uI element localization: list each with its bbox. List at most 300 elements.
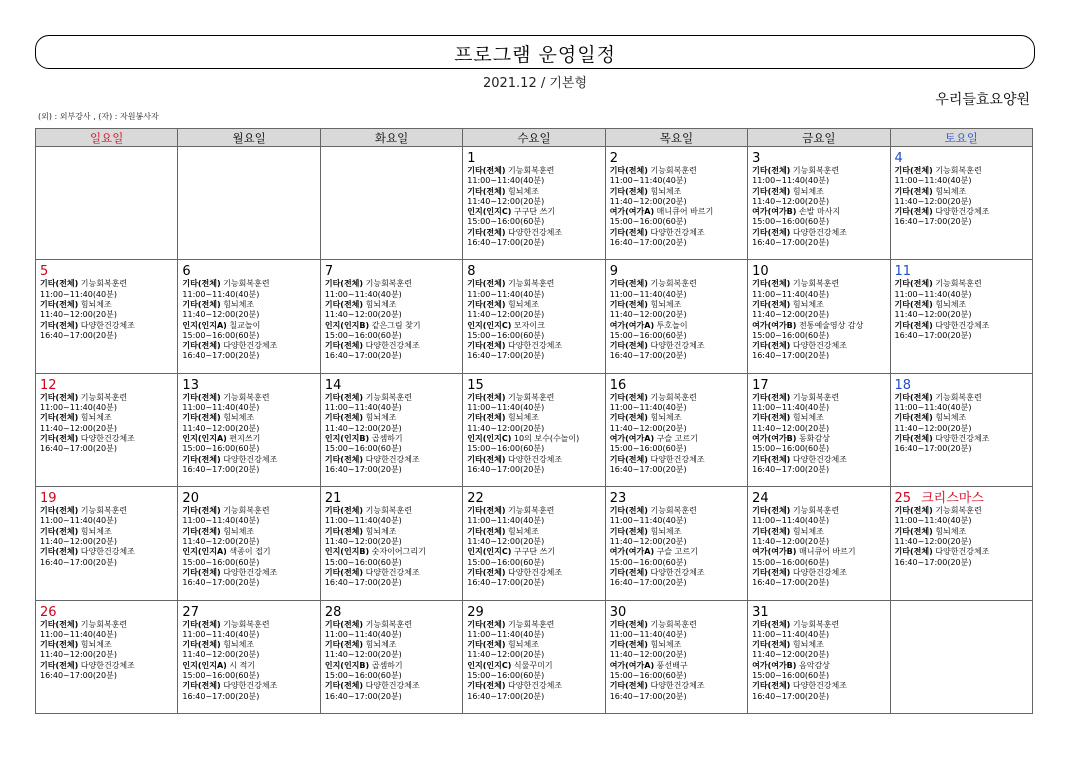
program-time: 11:40~12:00(20분) <box>609 537 687 547</box>
program-name: 기능회복훈련 <box>508 506 555 516</box>
week-row <box>36 487 1033 600</box>
program-category: 기타(전체) <box>182 279 221 289</box>
program-entry <box>325 321 459 331</box>
program-name: 다양한건강체조 <box>508 227 563 237</box>
program-category: 기타(전체) <box>467 567 506 577</box>
program-time: 15:00~16:00(60분) <box>324 557 402 567</box>
day-cell <box>748 487 890 600</box>
program-category: 인지(인지B) <box>324 660 370 670</box>
program-time: 15:00~16:00(60분) <box>182 671 260 681</box>
day-header <box>752 147 886 166</box>
program-entry <box>467 187 601 197</box>
program-entry <box>182 279 316 289</box>
program-entry <box>325 506 459 516</box>
program-entry <box>752 640 886 650</box>
day-cell <box>463 487 605 600</box>
program-category: 기타(전체) <box>752 506 791 516</box>
program-entry <box>182 568 316 578</box>
program-category: 기타(전체) <box>40 660 79 670</box>
program-name: 다양한건강체조 <box>365 454 420 464</box>
program-entry <box>610 393 744 403</box>
program-time: 15:00~16:00(60분) <box>182 444 260 454</box>
program-category: 여가(여가A) <box>609 207 655 217</box>
program-entry <box>752 279 886 289</box>
day-number: 12 <box>40 377 57 393</box>
program-time: 11:00~11:40(40분) <box>40 403 117 413</box>
program-name: 기능회복훈련 <box>80 279 128 289</box>
program-name: 전통예술영상 감상 <box>798 320 864 330</box>
day-cell <box>178 600 320 713</box>
program-name: 같은그림 찾기 <box>371 320 421 330</box>
day-cell <box>890 600 1032 713</box>
week-row <box>36 147 1033 260</box>
program-time: 11:00~11:40(40분) <box>40 516 117 526</box>
program-name: 다양한건강체조 <box>508 454 563 464</box>
program-name: 힘뇌체조 <box>650 640 682 650</box>
program-name: 힘뇌체조 <box>365 640 397 650</box>
day-header <box>325 601 459 620</box>
program-time: 11:40~12:00(20분) <box>324 310 402 320</box>
program-category: 기타(전체) <box>609 166 648 175</box>
program-entry <box>467 640 601 650</box>
day-number: 29 <box>467 604 484 620</box>
program-time: 11:00~11:40(40분) <box>324 289 402 299</box>
day-number: 26 <box>40 604 57 620</box>
program-entry <box>325 568 459 578</box>
program-time: 11:40~12:00(20분) <box>324 537 402 547</box>
program-time: 11:40~12:00(20분) <box>40 650 117 660</box>
program-name: 힘뇌체조 <box>650 186 682 196</box>
program-time: 15:00~16:00(60분) <box>609 330 687 340</box>
program-category: 기타(전체) <box>40 619 79 629</box>
program-name: 매니큐어 바르기 <box>656 207 714 217</box>
program-category: 기타(전체) <box>752 392 791 402</box>
program-entry <box>895 321 1029 331</box>
program-entry <box>752 455 886 465</box>
program-name: 힘뇌체조 <box>365 526 397 536</box>
program-category: 기타(전체) <box>467 526 506 536</box>
program-entry <box>610 455 744 465</box>
program-name: 힘뇌체조 <box>792 413 824 423</box>
program-category: 기타(전체) <box>609 640 648 650</box>
day-cell <box>36 487 178 600</box>
program-name: 힘뇌체조 <box>508 186 539 196</box>
program-time: 11:40~12:00(20분) <box>752 537 830 547</box>
day-header <box>752 374 886 393</box>
day-number: 8 <box>467 264 476 280</box>
program-category: 기타(전체) <box>609 299 648 309</box>
program-entry <box>610 321 744 331</box>
day-header <box>752 260 886 279</box>
program-entry <box>182 506 316 516</box>
program-category: 기타(전체) <box>182 526 221 536</box>
program-category: 인지(인지B) <box>324 320 370 330</box>
program-time: 11:00~11:40(40분) <box>182 403 260 413</box>
program-name: 기능회복훈련 <box>650 619 697 629</box>
program-entry <box>895 506 1029 516</box>
program-time: 16:40~17:00(20분) <box>40 444 117 454</box>
program-time: 11:40~12:00(20분) <box>609 650 687 660</box>
program-name: 동화감상 <box>798 433 830 443</box>
program-entry <box>895 527 1029 537</box>
program-entry <box>752 321 886 331</box>
day-number: 25 <box>894 491 912 507</box>
day-cell <box>463 147 605 260</box>
program-entry <box>610 506 744 516</box>
day-cell <box>320 260 462 373</box>
day-header <box>40 487 174 506</box>
program-time: 15:00~16:00(60분) <box>752 217 830 227</box>
day-number: 9 <box>609 264 618 280</box>
program-name: 다양한건강체조 <box>80 320 135 330</box>
program-entry <box>325 661 459 671</box>
program-category: 기타(전체) <box>40 279 79 289</box>
program-category: 기타(전체) <box>894 506 933 516</box>
program-time: 16:40~17:00(20분) <box>609 578 687 588</box>
program-entry <box>610 187 744 197</box>
program-time: 11:40~12:00(20분) <box>609 196 687 206</box>
day-number: 3 <box>752 151 761 166</box>
program-category: 기타(전체) <box>752 454 791 464</box>
program-name: 기능회복훈련 <box>792 166 840 175</box>
day-number: 19 <box>40 491 57 507</box>
program-entry <box>325 341 459 351</box>
program-category: 인지(인지A) <box>182 660 227 670</box>
program-category: 기타(전체) <box>609 279 648 289</box>
program-entry <box>467 300 601 310</box>
program-category: 인지(인지C) <box>467 320 512 330</box>
legend-note: (외) : 외부강사 , (자) : 자원봉사자 <box>38 112 159 121</box>
program-name: 힘뇌체조 <box>792 186 824 196</box>
program-name: 구구단 쓰기 <box>513 207 556 217</box>
program-time: 16:40~17:00(20분) <box>467 691 545 701</box>
program-entry <box>895 300 1029 310</box>
day-header <box>467 374 601 393</box>
program-entry <box>467 413 601 423</box>
program-entry <box>182 321 316 331</box>
program-time: 11:40~12:00(20분) <box>182 650 260 660</box>
program-name: 힘뇌체조 <box>80 640 112 650</box>
program-category: 기타(전체) <box>752 341 791 351</box>
program-category: 기타(전체) <box>752 186 791 196</box>
program-entry <box>752 568 886 578</box>
program-entry <box>467 455 601 465</box>
program-name: 기능회복훈련 <box>80 619 128 629</box>
program-entry <box>40 620 174 630</box>
program-entry <box>467 321 601 331</box>
day-number: 7 <box>324 264 334 280</box>
week-row <box>36 373 1033 486</box>
page-subtitle: 2021.12 / 기본형 <box>482 76 588 91</box>
day-cell <box>320 600 462 713</box>
day-number: 1 <box>467 151 476 166</box>
program-name: 식물꾸미기 <box>513 660 553 670</box>
day-cell <box>463 373 605 486</box>
program-category: 기타(전체) <box>40 526 79 536</box>
program-entry <box>325 640 459 650</box>
program-entry <box>467 434 601 444</box>
program-category: 기타(전체) <box>894 320 933 330</box>
calendar-body <box>36 147 1033 714</box>
program-category: 인지(인지B) <box>324 547 370 557</box>
day-number: 13 <box>182 377 199 393</box>
program-name: 다양한건강체조 <box>650 341 705 351</box>
day-header <box>40 260 174 279</box>
day-number: 31 <box>752 604 769 620</box>
program-name: 힘뇌체조 <box>935 186 967 196</box>
program-time: 11:00~11:40(40분) <box>182 289 260 299</box>
program-time: 16:40~17:00(20분) <box>894 444 972 454</box>
program-time: 15:00~16:00(60분) <box>467 330 545 340</box>
program-category: 기타(전체) <box>467 227 506 237</box>
program-category: 기타(전체) <box>467 619 506 629</box>
program-time: 11:00~11:40(40분) <box>752 403 830 413</box>
program-time: 16:40~17:00(20분) <box>40 330 117 340</box>
day-header <box>467 601 601 620</box>
program-name: 다양한건강체조 <box>223 681 278 691</box>
program-name: 다양한건강체조 <box>80 547 135 557</box>
program-entry <box>325 413 459 423</box>
program-name: 힘뇌체조 <box>650 413 682 423</box>
program-category: 기타(전체) <box>609 526 648 536</box>
program-category: 기타(전체) <box>467 279 506 289</box>
program-name: 기능회복훈련 <box>935 506 982 516</box>
program-entry <box>40 661 174 671</box>
program-time: 11:00~11:40(40분) <box>609 176 687 186</box>
program-name: 기능회복훈련 <box>508 166 555 175</box>
day-cell <box>178 147 320 260</box>
program-category: 기타(전체) <box>467 506 506 516</box>
program-category: 기타(전체) <box>182 299 221 309</box>
day-number: 20 <box>182 491 199 507</box>
program-entry <box>182 547 316 557</box>
program-time: 11:00~11:40(40분) <box>40 289 117 299</box>
weekday-header: 토요일 <box>890 129 1032 147</box>
program-entry <box>895 393 1029 403</box>
program-category: 기타(전체) <box>324 619 364 629</box>
program-entry <box>610 207 744 217</box>
program-time: 15:00~16:00(60분) <box>609 557 687 567</box>
program-time: 15:00~16:00(60분) <box>324 444 402 454</box>
week-row <box>36 260 1033 373</box>
day-number: 22 <box>467 491 484 507</box>
weekday-header: 수요일 <box>463 129 605 147</box>
program-name: 힘뇌체조 <box>508 299 539 309</box>
day-number: 5 <box>40 264 49 280</box>
program-entry <box>40 279 174 289</box>
program-entry <box>895 434 1029 444</box>
day-cell <box>890 373 1032 486</box>
program-name: 다양한건강체조 <box>792 341 847 351</box>
program-time: 15:00~16:00(60분) <box>324 671 402 681</box>
program-name: 기능회복훈련 <box>80 506 128 516</box>
program-name: 다양한건강체조 <box>935 207 990 217</box>
program-time: 15:00~16:00(60분) <box>752 330 830 340</box>
program-name: 힘뇌체조 <box>223 299 255 309</box>
program-category: 여가(여가B) <box>752 320 797 330</box>
program-name: 힘뇌체조 <box>935 526 967 536</box>
day-cell <box>748 147 890 260</box>
day-cell <box>36 147 178 260</box>
program-category: 기타(전체) <box>894 166 933 175</box>
program-name: 다양한건강체조 <box>650 567 705 577</box>
program-category: 인지(인지A) <box>182 547 227 557</box>
day-cell <box>605 147 747 260</box>
program-entry <box>182 413 316 423</box>
program-name: 기능회복훈련 <box>792 619 840 629</box>
program-name: 다양한건강체조 <box>223 341 278 351</box>
program-name: 매니큐어 바르기 <box>798 547 856 557</box>
program-category: 기타(전체) <box>324 299 364 309</box>
program-entry <box>182 620 316 630</box>
program-name: 다양한건강체조 <box>792 567 847 577</box>
program-time: 11:40~12:00(20분) <box>752 196 830 206</box>
program-name: 기능회복훈련 <box>935 392 982 402</box>
program-category: 기타(전체) <box>752 526 791 536</box>
program-name: 음악감상 <box>798 660 830 670</box>
program-time: 11:40~12:00(20분) <box>752 423 830 433</box>
day-header <box>895 147 1029 166</box>
program-category: 기타(전체) <box>40 299 79 309</box>
program-entry <box>325 455 459 465</box>
program-time: 11:00~11:40(40분) <box>324 403 402 413</box>
program-category: 기타(전체) <box>609 186 648 196</box>
program-entry <box>610 341 744 351</box>
day-number: 23 <box>609 491 627 507</box>
program-time: 15:00~16:00(60분) <box>467 557 545 567</box>
program-name: 풍선배구 <box>656 660 688 670</box>
program-time: 11:40~12:00(20분) <box>182 537 260 547</box>
program-time: 16:40~17:00(20분) <box>467 464 545 474</box>
program-category: 기타(전체) <box>752 227 791 237</box>
program-entry <box>40 527 174 537</box>
day-cell <box>890 260 1032 373</box>
program-category: 기타(전체) <box>609 392 648 402</box>
program-entry <box>752 187 886 197</box>
program-name: 기능회복훈련 <box>508 392 555 402</box>
program-time: 15:00~16:00(60분) <box>467 671 545 681</box>
program-category: 기타(전체) <box>609 454 648 464</box>
program-name: 다양한건강체조 <box>365 681 420 691</box>
program-category: 여가(여가B) <box>752 207 797 217</box>
program-entry <box>40 640 174 650</box>
program-time: 11:40~12:00(20분) <box>40 537 117 547</box>
program-name: 힘뇌체조 <box>792 299 824 309</box>
program-entry <box>895 413 1029 423</box>
program-entry <box>182 661 316 671</box>
day-cell <box>605 600 747 713</box>
program-category: 여가(여가B) <box>752 547 797 557</box>
program-entry <box>752 506 886 516</box>
program-name: 기능회복훈련 <box>365 619 412 629</box>
program-entry <box>40 413 174 423</box>
program-entry <box>610 413 744 423</box>
day-header <box>895 374 1029 393</box>
day-header <box>40 374 174 393</box>
program-time: 11:40~12:00(20분) <box>467 310 545 320</box>
program-entry <box>752 547 886 557</box>
program-name: 10의 보수(수놀이) <box>513 433 580 443</box>
program-name: 기능회복훈련 <box>365 279 412 289</box>
day-header <box>610 601 744 620</box>
program-category: 여가(여가A) <box>609 320 655 330</box>
program-entry <box>325 681 459 691</box>
program-category: 여가(여가A) <box>609 433 655 443</box>
weekday-header: 월요일 <box>178 129 320 147</box>
program-time: 15:00~16:00(60분) <box>752 671 830 681</box>
program-name: 기능회복훈련 <box>650 279 697 289</box>
program-time: 15:00~16:00(60분) <box>609 671 687 681</box>
program-name: 다양한건강체조 <box>935 433 990 443</box>
day-header <box>182 374 316 393</box>
day-cell <box>320 147 462 260</box>
program-name: 힘뇌체조 <box>508 526 539 536</box>
program-entry <box>752 413 886 423</box>
program-category: 기타(전체) <box>40 506 79 516</box>
program-time: 11:40~12:00(20분) <box>40 310 117 320</box>
program-category: 기타(전체) <box>609 341 648 351</box>
program-name: 기능회복훈련 <box>223 392 270 402</box>
program-category: 기타(전체) <box>894 207 933 217</box>
program-time: 11:00~11:40(40분) <box>752 516 830 526</box>
program-name: 기능회복훈련 <box>650 506 697 516</box>
program-name: 기능회복훈련 <box>365 392 412 402</box>
program-category: 기타(전체) <box>752 166 791 175</box>
program-category: 기타(전체) <box>324 341 364 351</box>
program-category: 인지(인지C) <box>467 660 512 670</box>
program-category: 기타(전체) <box>894 433 933 443</box>
program-entry <box>325 547 459 557</box>
program-name: 힘뇌체조 <box>792 640 824 650</box>
program-time: 16:40~17:00(20분) <box>324 351 402 361</box>
program-category: 여가(여가B) <box>752 660 797 670</box>
program-time: 11:40~12:00(20분) <box>752 650 830 660</box>
program-name: 곱셈하기 <box>371 660 403 670</box>
day-header <box>182 487 316 506</box>
day-cell <box>320 487 462 600</box>
program-entry <box>610 527 744 537</box>
program-name: 힘뇌체조 <box>508 413 539 423</box>
program-entry <box>752 166 886 176</box>
program-time: 11:40~12:00(20분) <box>182 423 260 433</box>
program-name: 힘뇌체조 <box>792 526 824 536</box>
program-time: 11:40~12:00(20분) <box>324 650 402 660</box>
day-header <box>467 487 601 506</box>
program-entry <box>752 300 886 310</box>
program-entry <box>610 640 744 650</box>
program-category: 기타(전체) <box>609 619 648 629</box>
program-entry <box>325 620 459 630</box>
program-name: 칠교놀이 <box>229 320 261 330</box>
day-cell <box>748 373 890 486</box>
program-category: 기타(전체) <box>467 299 506 309</box>
program-category: 기타(전체) <box>324 681 364 691</box>
day-header <box>467 147 601 166</box>
program-name: 기능회복훈련 <box>365 506 412 516</box>
day-number: 10 <box>752 264 769 280</box>
program-category: 여가(여가B) <box>752 433 797 443</box>
program-time: 15:00~16:00(60분) <box>752 557 830 567</box>
day-cell <box>605 260 747 373</box>
program-time: 11:00~11:40(40분) <box>467 516 545 526</box>
program-name: 힘뇌체조 <box>650 299 682 309</box>
program-entry <box>467 527 601 537</box>
program-category: 인지(인지B) <box>324 433 370 443</box>
program-time: 11:40~12:00(20분) <box>609 310 687 320</box>
program-time: 11:00~11:40(40분) <box>752 176 830 186</box>
program-time: 16:40~17:00(20분) <box>894 217 972 227</box>
day-cell <box>463 600 605 713</box>
